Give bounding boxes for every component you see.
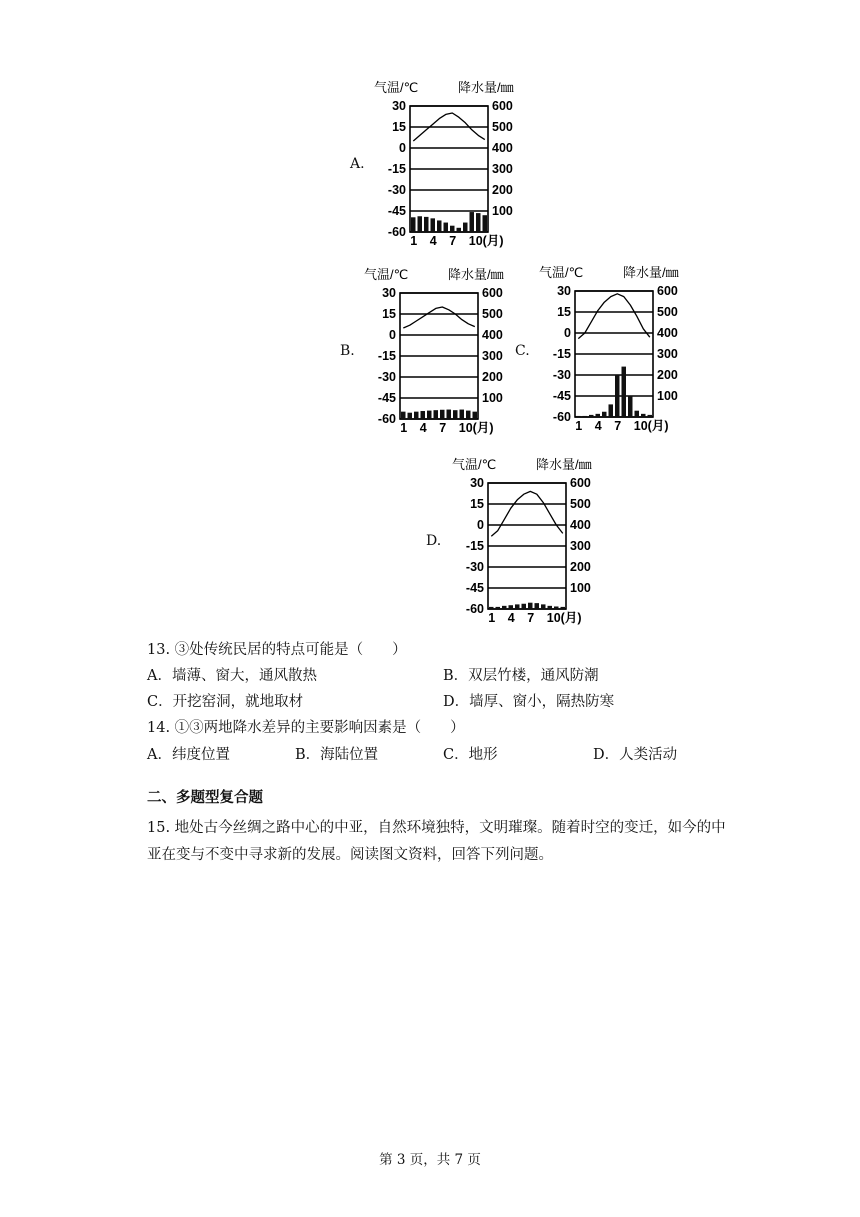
precip-bar xyxy=(609,404,614,417)
precip-bar xyxy=(457,228,462,232)
temp-tick-label: 0 xyxy=(564,326,571,340)
precip-bar xyxy=(509,605,514,609)
precip-tick-label: 500 xyxy=(482,307,503,321)
precip-bar xyxy=(434,410,439,419)
precip-tick-label: 100 xyxy=(570,581,591,595)
temp-axis-title: 气温/℃ xyxy=(374,80,419,95)
month-tick-label: 10(月) xyxy=(633,419,669,433)
precip-tick-label: 400 xyxy=(570,518,591,532)
precip-tick-label: 500 xyxy=(657,305,678,319)
temp-tick-label: -45 xyxy=(552,389,571,403)
precip-tick-label: 600 xyxy=(570,476,591,490)
question-14-option-a[interactable]: A．纬度位置 xyxy=(147,747,230,763)
precip-tick-label: 300 xyxy=(657,347,678,361)
month-tick-label: 10(月) xyxy=(546,611,582,625)
precip-bar xyxy=(515,604,520,609)
page-footer: 第 3 页，共 7 页 xyxy=(379,1152,481,1168)
precip-bar xyxy=(411,217,416,232)
month-tick-label: 7 xyxy=(614,419,622,433)
precip-bar xyxy=(427,411,432,419)
precip-tick-label: 200 xyxy=(482,370,503,384)
precip-bar xyxy=(447,410,452,419)
temp-tick-label: 15 xyxy=(470,497,484,511)
temp-tick-label: 0 xyxy=(477,518,484,532)
precip-axis-title: 降水量/㎜ xyxy=(448,267,504,282)
precip-bar xyxy=(453,410,458,419)
precip-tick-label: 100 xyxy=(657,389,678,403)
month-tick-label: 7 xyxy=(449,234,457,248)
precip-bar xyxy=(444,223,449,232)
precip-axis-title: 降水量/㎜ xyxy=(536,457,592,472)
precip-tick-label: 600 xyxy=(492,99,513,113)
question-13-stem: 13. ③处传统民居的特点可能是（ ） xyxy=(147,642,407,658)
temp-tick-label: 15 xyxy=(382,307,396,321)
question-13-option-a[interactable]: A．墙薄、窗大，通风散热 xyxy=(147,668,317,684)
month-tick-label: 1 xyxy=(575,419,583,433)
precip-bar xyxy=(622,367,627,417)
precip-tick-label: 400 xyxy=(482,328,503,342)
precip-bar xyxy=(483,215,488,232)
precip-tick-label: 400 xyxy=(492,141,513,155)
climate-chart-c xyxy=(533,263,683,435)
precip-tick-label: 600 xyxy=(482,286,503,300)
precip-bar xyxy=(466,411,471,419)
temp-tick-label: 0 xyxy=(399,141,406,155)
temp-axis-title: 气温/℃ xyxy=(364,267,409,282)
question-13-option-b[interactable]: B．双层竹楼，通风防潮 xyxy=(443,668,599,684)
climate-chart-d xyxy=(446,455,596,627)
precip-tick-label: 300 xyxy=(482,349,503,363)
question-15-text: 15. 地处古今丝绸之路中心的中亚，自然环境独特，文明璀璨。随着时空的变迁，如今的中亚在变与不变中寻求新的发展。阅读图文资料，回答下列问题。 xyxy=(147,820,726,863)
temperature-line xyxy=(491,491,563,536)
question-14-option-b[interactable]: B．海陆位置 xyxy=(295,747,379,763)
precip-bar xyxy=(496,607,501,609)
temp-tick-label: -45 xyxy=(377,391,396,405)
precip-bar xyxy=(424,217,429,232)
month-tick-label: 1 xyxy=(400,421,408,435)
temp-tick-label: 0 xyxy=(389,328,396,342)
precip-bar xyxy=(489,607,494,609)
precip-tick-label: 100 xyxy=(482,391,503,405)
precip-bar xyxy=(450,226,455,232)
question-13-option-c[interactable]: C．开挖窑洞，就地取材 xyxy=(147,694,304,710)
chart-d-label: D. xyxy=(426,533,442,549)
precip-bar xyxy=(502,606,507,609)
temp-tick-label: -15 xyxy=(552,347,571,361)
precip-bar xyxy=(535,603,540,609)
precip-tick-label: 200 xyxy=(492,183,513,197)
precip-tick-label: 500 xyxy=(570,497,591,511)
temp-tick-label: 15 xyxy=(392,120,406,134)
temp-tick-label: -30 xyxy=(552,368,571,382)
temp-tick-label: -15 xyxy=(465,539,484,553)
temp-tick-label: -45 xyxy=(465,581,484,595)
temp-axis-title: 气温/℃ xyxy=(539,265,584,280)
precip-bar xyxy=(641,414,646,417)
precip-bar xyxy=(602,412,607,417)
precip-tick-label: 500 xyxy=(492,120,513,134)
month-tick-label: 4 xyxy=(419,421,427,435)
precip-bar xyxy=(576,416,581,417)
temperature-line xyxy=(578,294,650,339)
precip-bar xyxy=(596,414,601,417)
precip-bar xyxy=(648,415,653,417)
precip-tick-label: 600 xyxy=(657,284,678,298)
precip-bar xyxy=(440,410,445,419)
temp-tick-label: 30 xyxy=(557,284,571,298)
precip-bar xyxy=(418,216,423,232)
temp-tick-label: 30 xyxy=(392,99,406,113)
climate-chart-svg xyxy=(533,263,683,435)
precip-tick-label: 200 xyxy=(657,368,678,382)
temp-tick-label: 15 xyxy=(557,305,571,319)
month-tick-label: 10(月) xyxy=(468,234,504,248)
temp-tick-label: -30 xyxy=(387,183,406,197)
precip-bar xyxy=(470,212,475,232)
temp-tick-label: -60 xyxy=(387,225,406,239)
precip-bar xyxy=(476,213,481,232)
temp-tick-label: 30 xyxy=(382,286,396,300)
question-14-stem: 14. ①③两地降水差异的主要影响因素是（ ） xyxy=(147,720,465,736)
section-title: 二、多题型复合题 xyxy=(147,789,263,806)
precip-bar xyxy=(615,375,620,417)
precip-bar xyxy=(589,415,594,417)
month-tick-label: 4 xyxy=(507,611,515,625)
month-tick-label: 4 xyxy=(594,419,602,433)
precip-bar xyxy=(635,411,640,417)
climate-chart-a xyxy=(368,78,518,250)
temp-tick-label: -15 xyxy=(387,162,406,176)
chart-a-label: A. xyxy=(350,156,365,172)
temp-tick-label: -45 xyxy=(387,204,406,218)
precip-bar xyxy=(522,604,527,609)
question-14-option-c[interactable]: C．地形 xyxy=(443,747,498,763)
chart-b-label: B. xyxy=(340,343,355,359)
precip-bar xyxy=(628,396,633,417)
precip-bar xyxy=(583,416,588,417)
temp-tick-label: -60 xyxy=(465,602,484,616)
month-tick-label: 10(月) xyxy=(458,421,494,435)
precip-bar xyxy=(408,413,413,419)
temp-tick-label: -30 xyxy=(465,560,484,574)
chart-c-label: C. xyxy=(515,343,530,359)
precip-bar xyxy=(431,218,436,232)
precip-bar xyxy=(528,603,533,609)
temp-axis-title: 气温/℃ xyxy=(452,457,497,472)
precip-tick-label: 300 xyxy=(492,162,513,176)
precip-bar xyxy=(421,411,426,419)
precip-bar xyxy=(548,606,553,609)
temp-tick-label: 30 xyxy=(470,476,484,490)
temp-tick-label: -60 xyxy=(377,412,396,426)
precip-bar xyxy=(460,410,465,419)
temp-tick-label: -60 xyxy=(552,410,571,424)
precip-bar xyxy=(463,223,468,232)
temp-tick-label: -30 xyxy=(377,370,396,384)
precip-bar xyxy=(541,604,546,609)
month-tick-label: 4 xyxy=(429,234,437,248)
precip-bar xyxy=(437,220,442,232)
precip-tick-label: 400 xyxy=(657,326,678,340)
month-tick-label: 1 xyxy=(410,234,418,248)
precip-axis-title: 降水量/㎜ xyxy=(458,80,514,95)
month-tick-label: 7 xyxy=(439,421,447,435)
climate-chart-svg xyxy=(446,455,596,627)
precip-tick-label: 300 xyxy=(570,539,591,553)
precip-axis-title: 降水量/㎜ xyxy=(623,265,679,280)
precip-tick-label: 100 xyxy=(492,204,513,218)
climate-chart-svg xyxy=(358,265,508,437)
question-13-option-d[interactable]: D．墙厚、窗小，隔热防寒 xyxy=(443,694,615,710)
question-14-option-d[interactable]: D．人类活动 xyxy=(593,747,678,763)
temp-tick-label: -15 xyxy=(377,349,396,363)
month-tick-label: 1 xyxy=(488,611,496,625)
temperature-line xyxy=(403,307,475,328)
precip-bar xyxy=(561,607,566,609)
precip-tick-label: 200 xyxy=(570,560,591,574)
climate-chart-svg xyxy=(368,78,518,250)
precip-bar xyxy=(401,412,406,419)
precip-bar xyxy=(414,412,419,419)
climate-chart-b xyxy=(358,265,508,437)
month-tick-label: 7 xyxy=(527,611,535,625)
precip-bar xyxy=(473,412,478,419)
precip-bar xyxy=(554,606,559,609)
